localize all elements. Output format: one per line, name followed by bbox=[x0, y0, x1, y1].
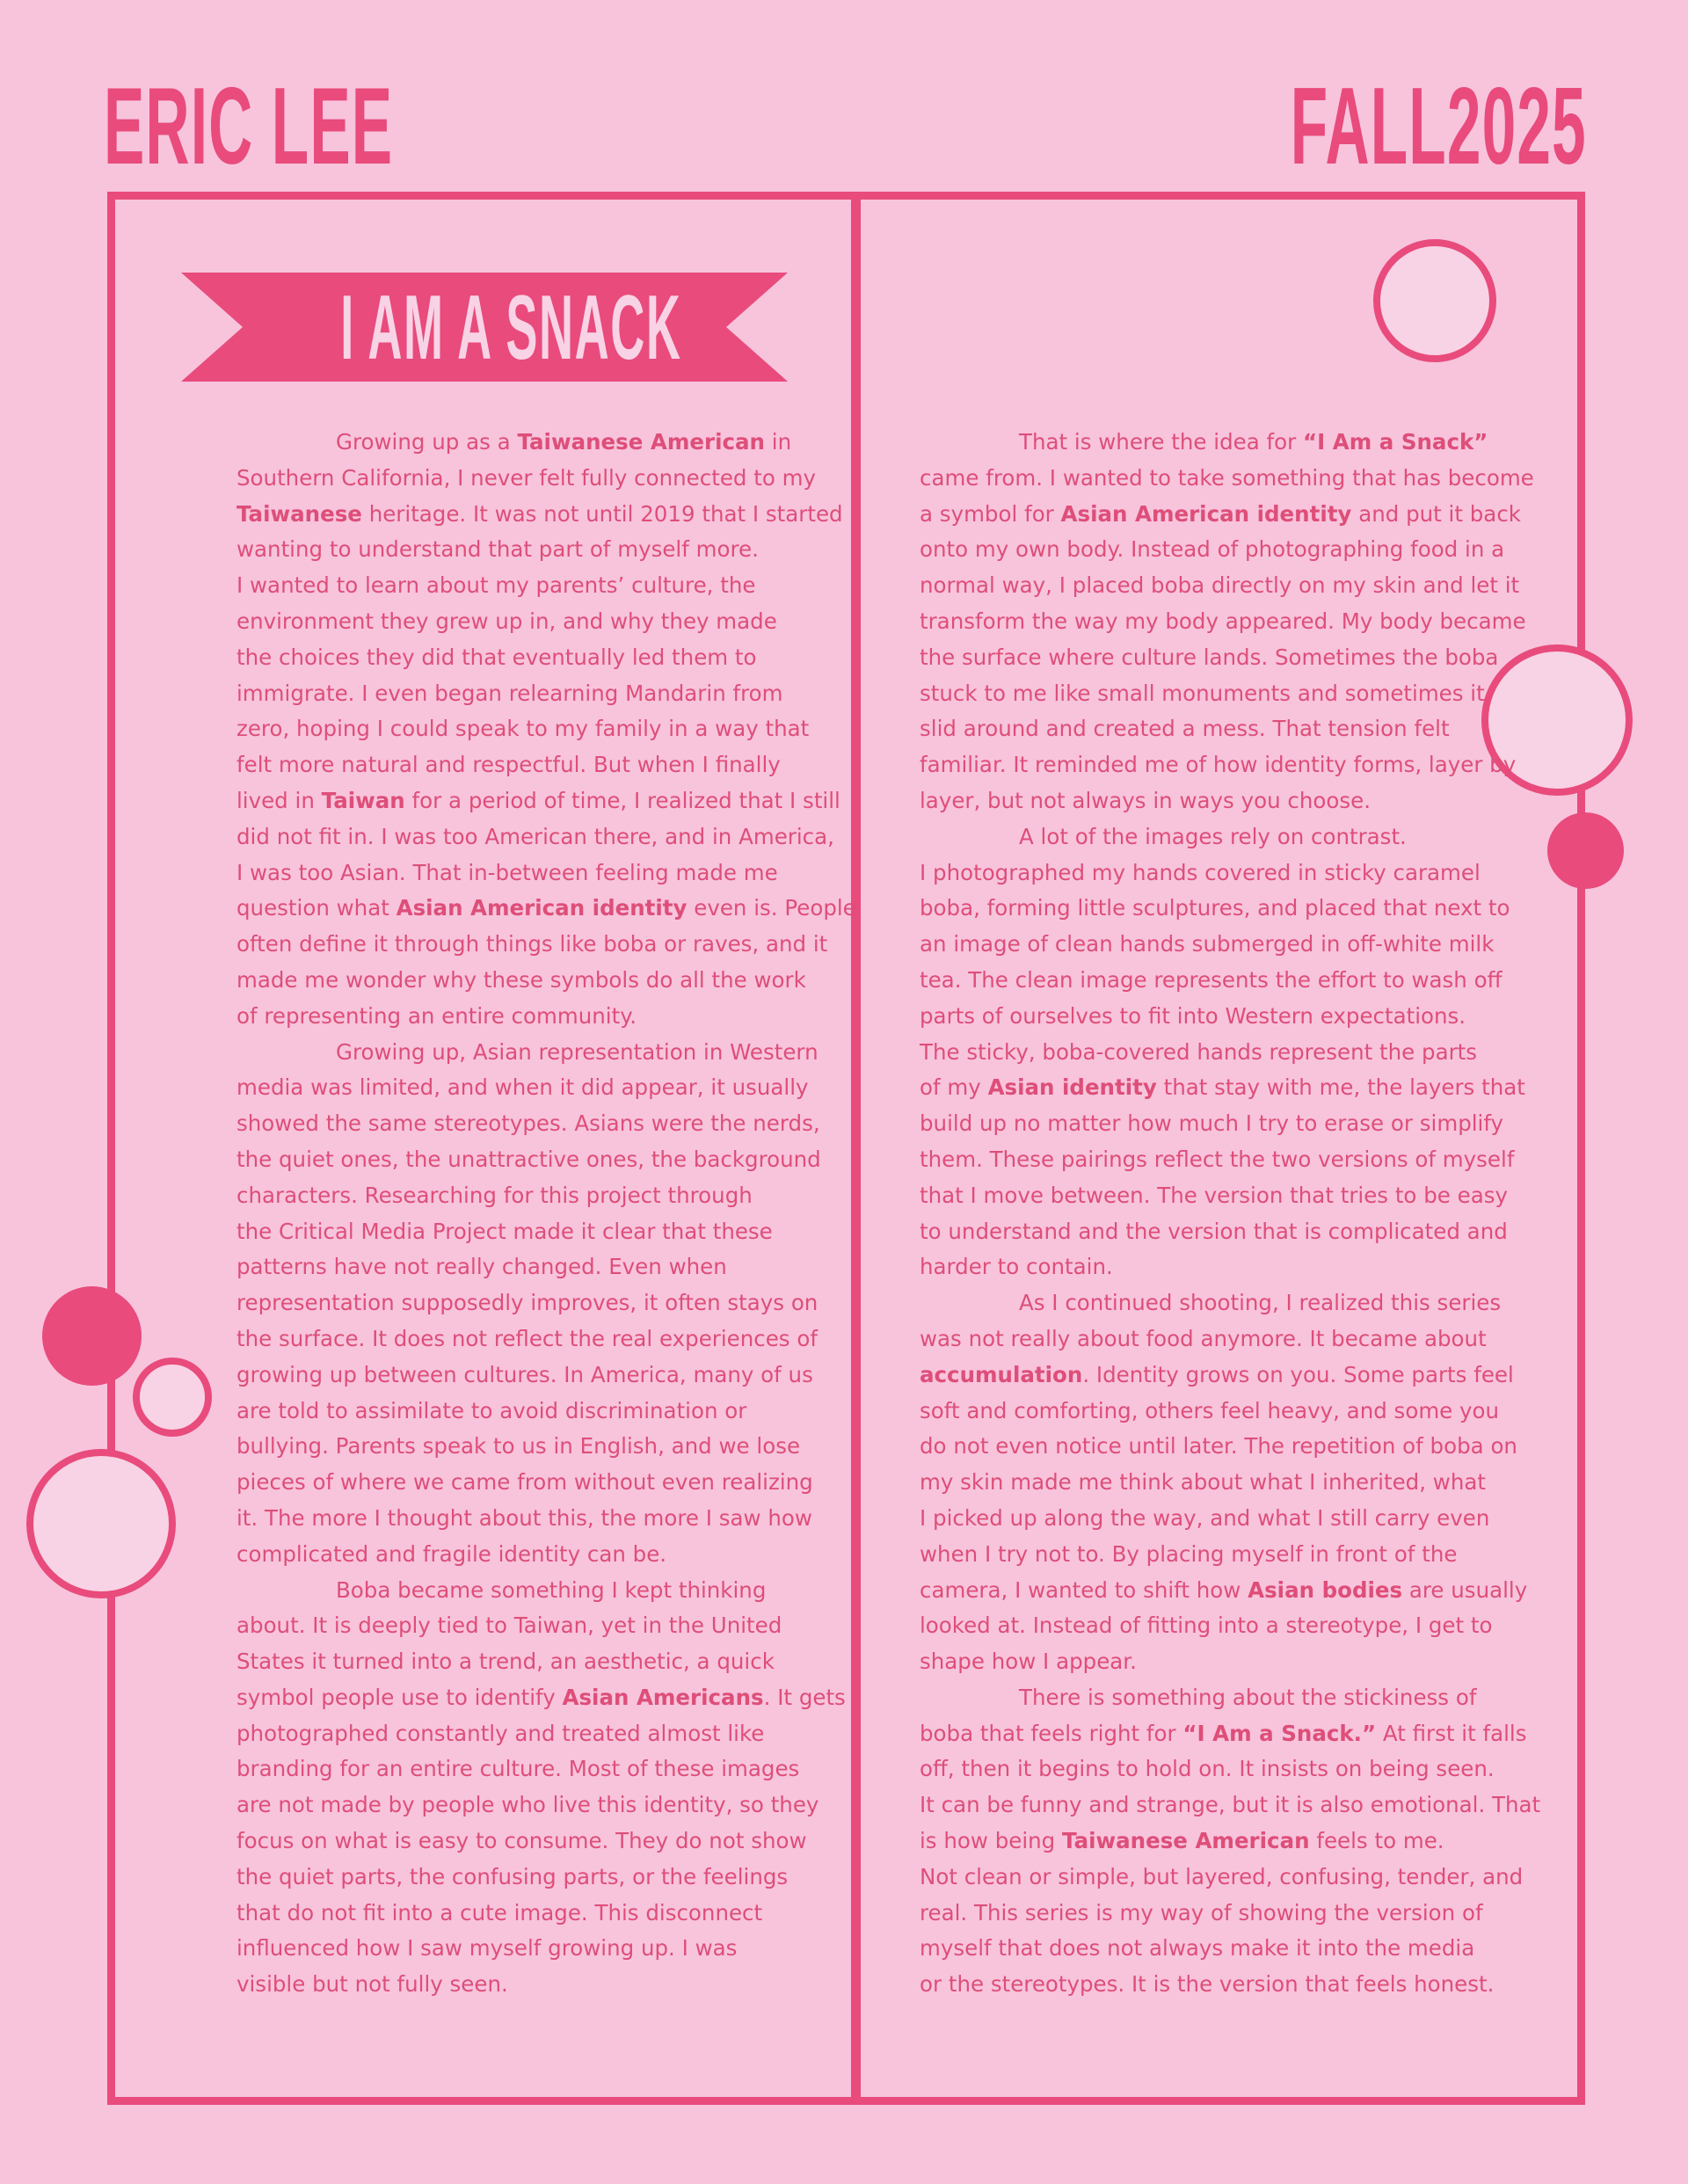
text-line bbox=[236, 1070, 808, 1106]
text-segment: onto my own body. Instead of photographing food in a bbox=[920, 536, 1505, 563]
text-line bbox=[236, 1860, 808, 1896]
text-line bbox=[236, 497, 843, 533]
text-segment: zero, hoping I could speak to my family in a way that bbox=[236, 716, 810, 742]
decorative-dot-right bbox=[1547, 812, 1624, 889]
text-segment: bullying. Parents speak to us in English, and we lose bbox=[236, 1433, 801, 1460]
text-line bbox=[920, 1751, 1531, 1787]
text-segment: lived in bbox=[236, 787, 322, 813]
bold-phrase: Taiwanese American bbox=[1062, 1828, 1310, 1854]
text-segment: tea. The clean image represents the effort to wash off bbox=[920, 966, 1502, 993]
text-segment: the surface. It does not reflect the real experiences of bbox=[236, 1325, 818, 1351]
text-line bbox=[920, 1860, 1531, 1896]
text-line bbox=[920, 1896, 1531, 1932]
text-segment: harder to contain. bbox=[920, 1254, 1113, 1280]
text-segment: As I continued shooting, I realized this series bbox=[1019, 1290, 1502, 1316]
text-segment: Growing up, Asian representation in Western bbox=[336, 1038, 819, 1065]
text-line bbox=[236, 1429, 808, 1465]
text-line bbox=[236, 1394, 808, 1430]
text-segment: representation supposedly improves, it often stays on bbox=[236, 1290, 819, 1316]
text-segment: question what bbox=[236, 895, 397, 921]
text-segment: complicated and fragile identity can be. bbox=[236, 1540, 667, 1567]
text-line bbox=[920, 1537, 1531, 1573]
text-line bbox=[920, 604, 1531, 640]
text-segment: I wanted to learn about my parents’ culture, the bbox=[236, 572, 756, 599]
text-segment: the surface where culture lands. Sometimes the boba bbox=[920, 644, 1499, 670]
text-segment: heritage. It was not until 2019 that I started bbox=[361, 500, 843, 527]
text-line bbox=[236, 1680, 846, 1716]
text-line bbox=[236, 1644, 808, 1680]
text-segment: that stay with me, the layers that bbox=[1156, 1074, 1525, 1101]
text-line bbox=[236, 891, 856, 927]
text-segment: do not even notice until later. The repetition of boba on bbox=[920, 1433, 1517, 1460]
text-line bbox=[236, 640, 808, 676]
bold-phrase: “I Am a Snack.” bbox=[1182, 1720, 1377, 1746]
text-line bbox=[920, 676, 1531, 712]
decorative-circle-left-small bbox=[133, 1358, 212, 1437]
text-line bbox=[236, 927, 828, 963]
text-segment: immigrate. I even began relearning Mandarin from bbox=[236, 680, 783, 706]
text-line bbox=[920, 1716, 1531, 1752]
text-segment: for a period of time, I realized that I still bbox=[404, 787, 840, 813]
text-segment: and put it back bbox=[1351, 500, 1521, 527]
text-segment: in bbox=[765, 429, 792, 455]
text-segment: the quiet parts, the confusing parts, or the feelings bbox=[236, 1863, 789, 1889]
text-line bbox=[920, 1070, 1531, 1106]
text-line bbox=[236, 999, 808, 1035]
text-line bbox=[920, 1321, 1531, 1358]
text-line bbox=[236, 1142, 821, 1178]
text-line bbox=[236, 1465, 813, 1501]
text-segment: soft and comforting, others feel heavy, and some you bbox=[920, 1397, 1500, 1423]
text-line bbox=[920, 1680, 1531, 1716]
text-line bbox=[920, 711, 1531, 747]
text-line bbox=[920, 927, 1531, 963]
text-line bbox=[920, 1429, 1531, 1465]
text-segment: A lot of the images rely on contrast. bbox=[1019, 823, 1407, 849]
text-line bbox=[920, 532, 1531, 568]
bold-phrase: “I Am a Snack” bbox=[1303, 429, 1488, 455]
text-segment: are not made by people who live this identity, so they bbox=[236, 1792, 819, 1818]
page-title-text: I AM A SNACK bbox=[340, 277, 682, 379]
left-text-column bbox=[236, 425, 856, 2003]
text-segment: familiar. It reminded me of how identity forms, layer by bbox=[920, 752, 1517, 778]
text-segment: looked at. Instead of fitting into a stereotype, I get to bbox=[920, 1613, 1493, 1639]
text-segment: normal way, I placed boba directly on my skin and let it bbox=[920, 572, 1520, 599]
text-segment: that I move between. The version that tries to be easy bbox=[920, 1182, 1508, 1208]
text-segment: often define it through things like boba or raves, and it bbox=[236, 931, 828, 957]
text-line bbox=[920, 1501, 1531, 1537]
text-line bbox=[920, 1967, 1531, 2003]
text-line bbox=[920, 1106, 1531, 1142]
text-segment: is how being bbox=[920, 1828, 1063, 1854]
text-segment: photographed constantly and treated almost like bbox=[236, 1720, 765, 1746]
text-segment: At first it falls bbox=[1376, 1720, 1527, 1746]
text-line bbox=[236, 604, 808, 640]
text-segment: to understand and the version that is complicated and bbox=[920, 1218, 1508, 1244]
text-line bbox=[920, 568, 1531, 604]
text-segment: environment they grew up in, and why they made bbox=[236, 608, 777, 634]
text-line bbox=[236, 963, 808, 999]
text-segment: the choices they did that eventually led them to bbox=[236, 644, 757, 670]
text-segment: visible but not fully seen. bbox=[236, 1971, 508, 1998]
text-line bbox=[236, 1285, 819, 1321]
text-line bbox=[920, 640, 1531, 676]
text-line bbox=[920, 1787, 1541, 1824]
text-segment: The sticky, boba-covered hands represent the parts bbox=[920, 1038, 1478, 1065]
text-line bbox=[236, 1501, 812, 1537]
text-line bbox=[920, 461, 1534, 497]
text-line bbox=[236, 461, 816, 497]
text-line bbox=[236, 1824, 808, 1860]
text-segment: are usually bbox=[1402, 1576, 1528, 1603]
text-segment: of my bbox=[920, 1074, 988, 1101]
text-line bbox=[236, 1573, 808, 1609]
text-segment: that do not fit into a cute image. This disconnect bbox=[236, 1899, 763, 1926]
text-line bbox=[236, 1787, 819, 1824]
text-line bbox=[920, 1394, 1531, 1430]
text-segment: are told to assimilate to avoid discrimination or bbox=[236, 1397, 747, 1423]
text-line bbox=[236, 711, 808, 747]
text-segment: transform the way my body appeared. My body became bbox=[920, 608, 1526, 634]
text-line bbox=[920, 425, 1531, 461]
text-line bbox=[236, 532, 808, 568]
text-segment: It can be funny and strange, but it is also emotional. That bbox=[920, 1792, 1541, 1818]
text-line bbox=[236, 855, 808, 892]
text-segment: an image of clean hands submerged in off-white milk bbox=[920, 931, 1495, 957]
text-line bbox=[236, 1608, 808, 1644]
text-line bbox=[236, 1716, 808, 1752]
text-segment: shape how I appear. bbox=[920, 1649, 1137, 1675]
text-line bbox=[920, 1608, 1531, 1644]
text-line bbox=[236, 1214, 808, 1250]
text-line bbox=[920, 1249, 1531, 1285]
text-segment: I was too Asian. That in-between feeling made me bbox=[236, 859, 778, 885]
text-segment: my skin made me think about what I inherited, what bbox=[920, 1469, 1486, 1496]
decorative-dot-left bbox=[42, 1286, 142, 1386]
decorative-circle-top-right bbox=[1373, 239, 1496, 362]
text-line bbox=[236, 1967, 808, 2003]
text-segment: build up no matter how much I try to erase or simplify bbox=[920, 1110, 1504, 1137]
text-line bbox=[236, 1358, 813, 1394]
bold-phrase: Taiwanese American bbox=[517, 429, 765, 455]
text-line bbox=[920, 497, 1531, 533]
text-line bbox=[236, 1249, 808, 1285]
text-segment: Southern California, I never felt fully connected to my bbox=[236, 464, 816, 491]
text-segment: patterns have not really changed. Even when bbox=[236, 1254, 727, 1280]
text-line bbox=[236, 1537, 808, 1573]
text-segment: influenced how I saw myself growing up. I was bbox=[236, 1935, 738, 1962]
text-segment: Not clean or simple, but layered, confusing, tender, and bbox=[920, 1863, 1524, 1889]
text-line bbox=[920, 1035, 1531, 1071]
text-segment: media was limited, and when it did appear, it usually bbox=[236, 1074, 809, 1101]
term-label: FALL2025 bbox=[1290, 66, 1587, 187]
text-segment: symbol people use to identify bbox=[236, 1684, 563, 1710]
text-segment: Boba became something I kept thinking bbox=[336, 1576, 767, 1603]
text-line bbox=[920, 783, 1531, 819]
text-line bbox=[920, 1644, 1531, 1680]
text-segment: growing up between cultures. In America, many of us bbox=[236, 1361, 813, 1387]
text-line bbox=[920, 1214, 1531, 1250]
text-segment: parts of ourselves to fit into Western expectations. bbox=[920, 1002, 1466, 1029]
text-segment: came from. I wanted to take something that has become bbox=[920, 464, 1534, 491]
text-line bbox=[920, 747, 1531, 783]
text-segment: . It gets bbox=[763, 1684, 846, 1710]
text-segment: boba that feels right for bbox=[920, 1720, 1183, 1746]
text-segment: real. This series is my way of showing the version of bbox=[920, 1899, 1483, 1926]
text-line bbox=[920, 1465, 1531, 1501]
text-line bbox=[236, 568, 808, 604]
text-line bbox=[236, 1178, 808, 1214]
bold-phrase: accumulation bbox=[920, 1361, 1083, 1387]
text-segment: characters. Researching for this project through bbox=[236, 1182, 753, 1208]
text-segment: I photographed my hands covered in sticky caramel bbox=[920, 859, 1481, 885]
text-segment: focus on what is easy to consume. They do not show bbox=[236, 1828, 807, 1854]
text-line bbox=[236, 747, 808, 783]
text-segment: wanting to understand that part of myself more. bbox=[236, 536, 759, 563]
text-line bbox=[236, 783, 840, 819]
text-segment: a symbol for bbox=[920, 500, 1061, 527]
text-segment: even is. People bbox=[687, 895, 856, 921]
page-title bbox=[183, 277, 789, 379]
text-line bbox=[920, 819, 1531, 855]
text-segment: or the stereotypes. It is the version that feels honest. bbox=[920, 1971, 1495, 1998]
text-segment: feels to me. bbox=[1309, 1828, 1444, 1854]
text-segment: That is where the idea for bbox=[1019, 429, 1303, 455]
text-line bbox=[920, 999, 1531, 1035]
text-segment: camera, I wanted to shift how bbox=[920, 1576, 1248, 1603]
text-line bbox=[236, 1751, 808, 1787]
text-segment: I picked up along the way, and what I still carry even bbox=[920, 1504, 1490, 1531]
text-line bbox=[920, 1824, 1531, 1860]
text-segment: slid around and created a mess. That tension felt bbox=[920, 716, 1450, 742]
bold-phrase: Asian bodies bbox=[1248, 1576, 1403, 1603]
text-segment: States it turned into a trend, an aesthetic, a quick bbox=[236, 1649, 775, 1675]
text-line bbox=[920, 1285, 1531, 1321]
decorative-circle-left-large bbox=[26, 1449, 176, 1598]
text-segment: did not fit in. I was too American there, and in America, bbox=[236, 823, 834, 849]
text-segment: Growing up as a bbox=[336, 429, 518, 455]
text-segment: the quiet ones, the unattractive ones, the background bbox=[236, 1146, 821, 1172]
text-line bbox=[920, 963, 1531, 999]
text-line bbox=[236, 676, 808, 712]
text-segment: stuck to me like small monuments and sometimes it bbox=[920, 680, 1485, 706]
text-line bbox=[236, 425, 808, 461]
text-segment: about. It is deeply tied to Taiwan, yet in the United bbox=[236, 1613, 782, 1639]
author-name: ERIC LEE bbox=[104, 66, 394, 187]
text-segment: was not really about food anymore. It became about bbox=[920, 1325, 1487, 1351]
text-segment: of representing an entire community. bbox=[236, 1002, 637, 1029]
text-segment: pieces of where we came from without even realizing bbox=[236, 1469, 813, 1496]
text-line bbox=[236, 1035, 819, 1071]
bold-phrase: Taiwanese bbox=[236, 500, 362, 527]
text-segment: . Identity grows on you. Some parts feel bbox=[1082, 1361, 1514, 1387]
text-segment: when I try not to. By placing myself in front of the bbox=[920, 1540, 1458, 1567]
text-segment: There is something about the stickiness of bbox=[1019, 1684, 1477, 1710]
text-line bbox=[920, 1178, 1531, 1214]
text-line bbox=[236, 1106, 820, 1142]
text-segment: branding for an entire culture. Most of these images bbox=[236, 1756, 800, 1782]
text-segment: the Critical Media Project made it clear that these bbox=[236, 1218, 773, 1244]
right-text-column bbox=[920, 425, 1541, 2003]
text-segment: off, then it begins to hold on. It insists on being seen. bbox=[920, 1756, 1495, 1782]
bold-phrase: Asian identity bbox=[987, 1074, 1157, 1101]
text-segment: showed the same stereotypes. Asians were the nerds, bbox=[236, 1110, 820, 1137]
text-line bbox=[920, 1573, 1531, 1609]
text-segment: myself that does not always make it into the media bbox=[920, 1935, 1475, 1962]
text-line bbox=[236, 1896, 808, 1932]
text-segment: layer, but not always in ways you choose. bbox=[920, 787, 1371, 813]
text-segment: boba, forming little sculptures, and placed that next to bbox=[920, 895, 1510, 921]
text-segment: it. The more I thought about this, the more I saw how bbox=[236, 1504, 812, 1531]
text-line bbox=[236, 1321, 818, 1358]
text-line bbox=[236, 819, 834, 855]
text-segment: made me wonder why these symbols do all the work bbox=[236, 966, 806, 993]
text-line bbox=[920, 891, 1531, 927]
text-line bbox=[920, 855, 1531, 892]
bold-phrase: Taiwan bbox=[321, 787, 405, 813]
text-line bbox=[920, 1931, 1531, 1967]
text-segment: felt more natural and respectful. But when I finally bbox=[236, 752, 781, 778]
text-segment: them. These pairings reflect the two versions of myself bbox=[920, 1146, 1515, 1172]
text-line bbox=[236, 1931, 808, 1967]
bold-phrase: Asian Americans bbox=[562, 1684, 764, 1710]
bold-phrase: Asian American identity bbox=[1060, 500, 1352, 527]
text-line bbox=[920, 1142, 1531, 1178]
text-line bbox=[920, 1358, 1531, 1394]
bold-phrase: Asian American identity bbox=[396, 895, 688, 921]
